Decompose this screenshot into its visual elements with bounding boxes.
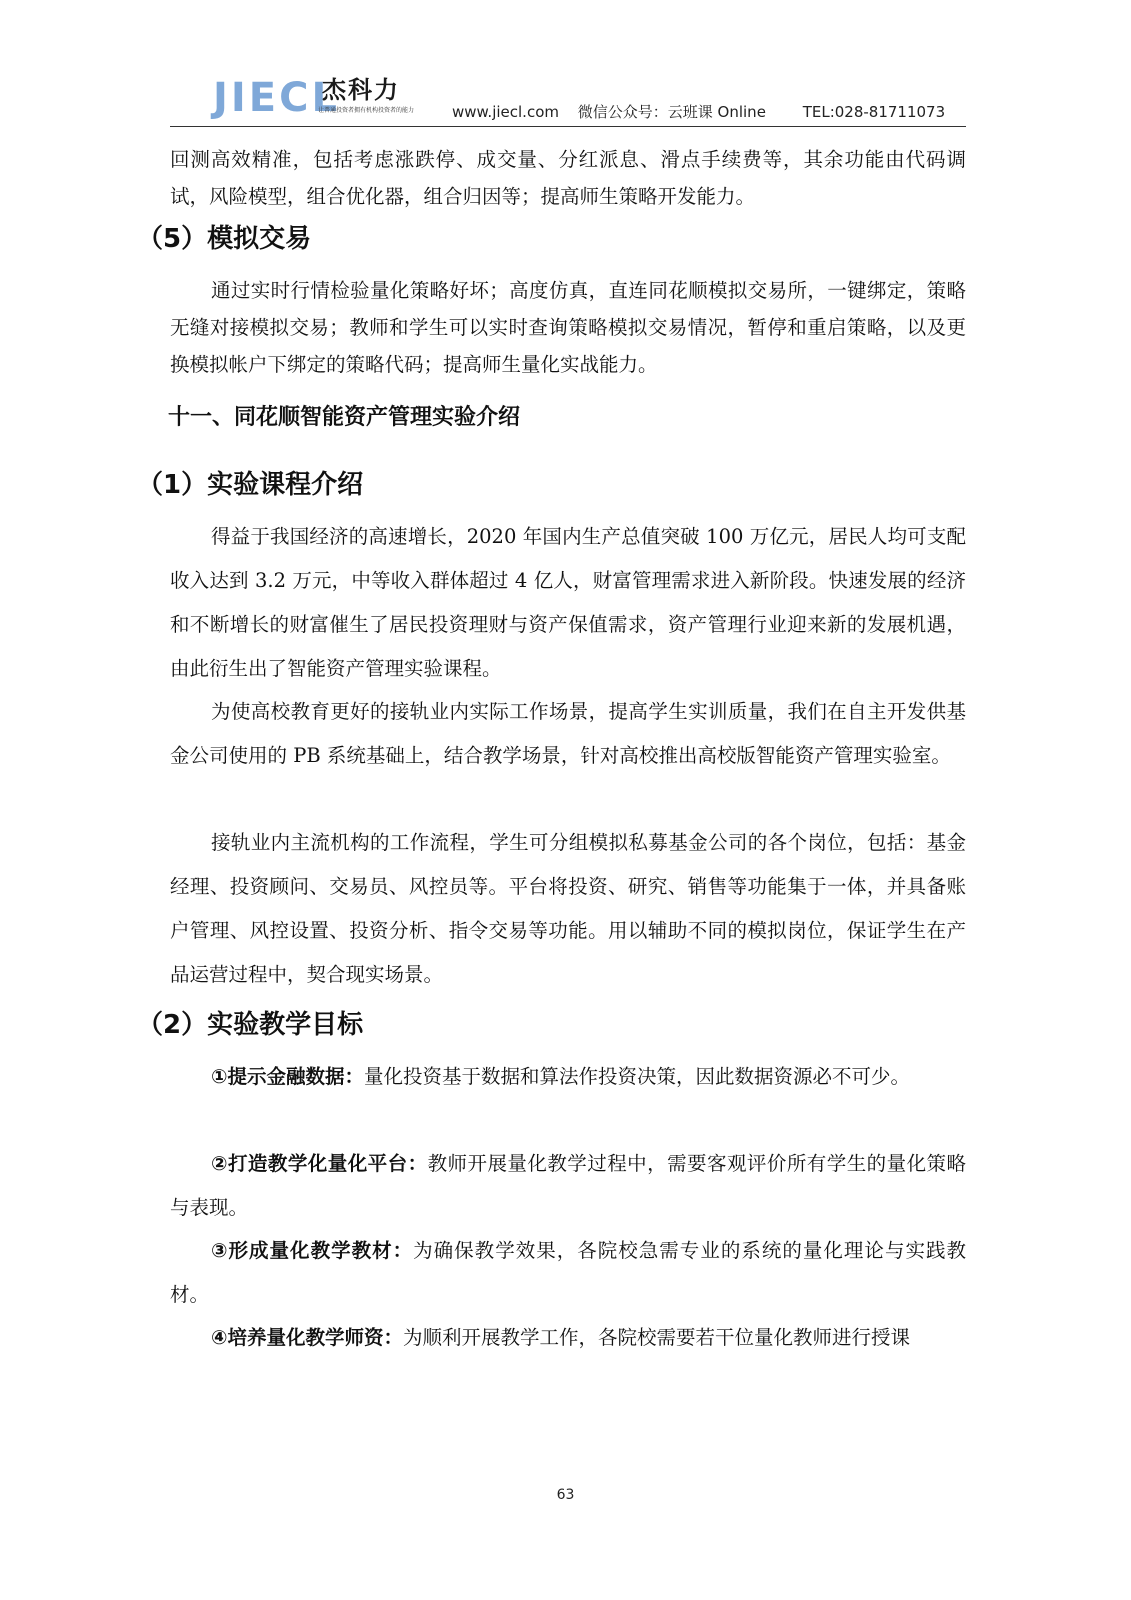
paragraph-course-2: 为使高校教育更好的接轨业内实际工作场景，提高学生实训质量，我们在自主开发供基金公司使用的 PB 系统基础上，结合教学场景，针对高校推出高校版智能资产管理实验室。 (170, 700, 966, 767)
goal-term: ③形成量化教学教材： (211, 1239, 414, 1262)
goal-term: ④培养量化教学师资： (211, 1326, 404, 1349)
heading-course-intro: （1）实验课程介绍 (137, 470, 364, 500)
header-contact (452, 102, 959, 122)
header-website: www.jiecl.com (452, 103, 559, 121)
goal-text: 量化投资基于数据和算法作投资决策，因此数据资源必不可少。 (364, 1065, 911, 1088)
paragraph-simulated-trading: 通过实时行情检验量化策略好坏；高度仿真，直连同花顺模拟交易所，一键绑定，策略无缝对接模拟交易；教师和学生可以实时查询策略模拟交易情况，暂停和重启策略，以及更换模拟帐户下绑定的策略代码；提高师生量化实战能力。 (170, 279, 966, 376)
heading-teaching-goals: （2）实验教学目标 (137, 1010, 364, 1040)
paragraph-backtest: 回测高效精准，包括考虑涨跌停、成交量、分红派息、滑点手续费等，其余功能由代码调试，风险模型，组合优化器，组合归因等；提高师生策略开发能力。 (170, 148, 966, 208)
paragraph-course-3: 接轨业内主流机构的工作流程，学生可分组模拟私募基金公司的各个岗位，包括：基金 经理、投资顾问、交易员、风控员等。平台将投资、研究、销售等功能集于一体，并具备账户管理、风控设置、投资分析、指令交易等功能。用以辅助不同的模拟岗位，保证学生在产品运营过程中，契合现实场景。 (170, 831, 966, 986)
goal-item (170, 1055, 966, 1099)
logo-latin-text: JIECL (213, 75, 340, 121)
goal-item (170, 1142, 966, 1230)
header-divider (170, 126, 966, 127)
goal-text: 教师开展量化教学过程中，需要客观评价所有学生的量化策略与表现。 (170, 1152, 966, 1219)
goal-text: 为确保教学效果，各院校急需专业的系统的量化理论与实践教材。 (170, 1239, 966, 1306)
section-heading: 十一、同花顺智能资产管理实验介绍 (168, 405, 521, 430)
goal-term: ②打造教学化量化平台： (211, 1152, 428, 1175)
goal-term: ①提示金融数据： (211, 1065, 365, 1088)
page-number: 63 (556, 1487, 575, 1503)
goal-text: 为顺利开展教学工作，各院校需要若干位量化教师进行授课 (403, 1326, 911, 1349)
logo-tagline: 让普通投资者拥有机构投资者的能力 (318, 107, 415, 114)
logo-chinese-text: 杰科力 (322, 76, 400, 104)
heading-simulated-trading: （5）模拟交易 (137, 224, 312, 254)
header-tel: TEL:028-81711073 (802, 103, 946, 121)
paragraph-course-1: 得益于我国经济的高速增长，2020 年国内生产总值突破 100 万亿元，居民人均可支配收入达到 3.2 万元，中等收入群体超过 4 亿人，财富管理需求进入新阶段。快速发展的经济和不断增长的财富催生了居民投资理财与资产保值需求，资产管理行业迎来新的发展机遇，由此衍生出了智能资产管理实验课程。 (170, 525, 966, 680)
header-wechat: 微信公众号：云班课 Online (577, 103, 766, 121)
goal-item (170, 1316, 966, 1360)
goal-item (170, 1229, 966, 1317)
